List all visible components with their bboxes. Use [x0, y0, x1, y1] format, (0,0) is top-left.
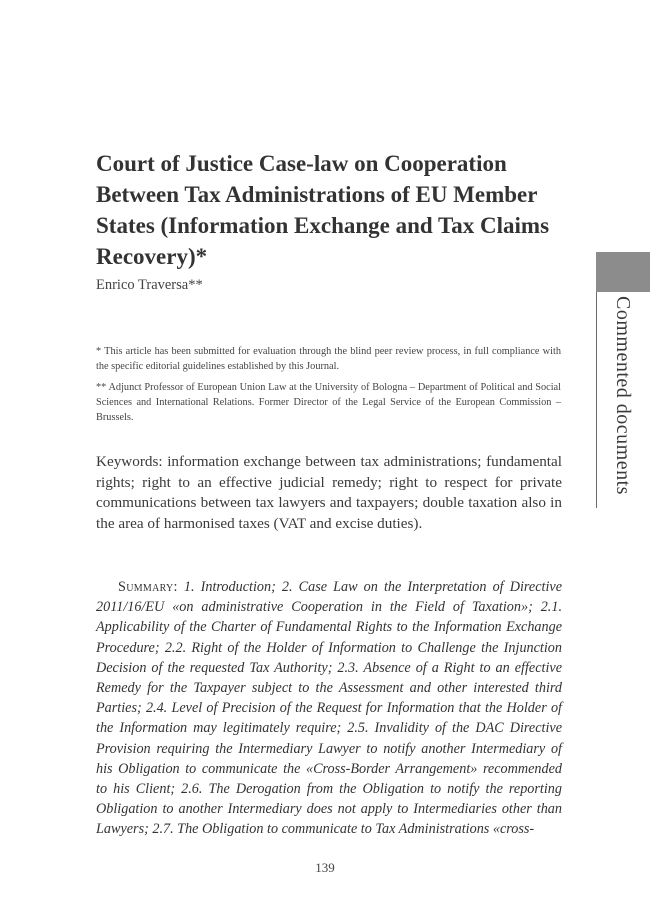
- summary: [96, 577, 562, 840]
- summary-label: Summary:: [118, 579, 178, 595]
- summary-text: 1. Introduction; 2. Case Law on the Interpretation of Directive 2011/16/EU «on administrative Cooperation in the Field of Taxation»; 2.1. Applicability of the Charter of Fundamental Rights to the Information Exchange Procedure; 2.2. Right of the Holder of Information to Challenge the Injunction Decision of the requested Tax Authority; 2.3. Absence of a Right to an effective Remedy for the Taxpayer subject to the Assessment and other interested third Parties; 2.4. Level of Precision of the Request for Information that the Holder of the Information may legitimately require; 2.5. Invalidity of the DAC Directive Provision requiring the Intermediary Lawyer to notify another Intermediary of his Obligation to communicate the «Cross-Border Arrangement» recommended to his Client; 2.6. The Derogation from the Obligation to notify the reporting Obligation to another Intermediary does not apply to Intermediaries other than Lawyers; 2.7. The Obligation to communicate to Tax Administrations «cross-: [96, 579, 562, 838]
- article-title: Court of Justice Case-law on Cooperation Between Tax Administrations of EU Member States (Information Exchange and Tax Claims Recovery)*: [96, 151, 550, 269]
- author-name: Enrico Traversa**: [96, 277, 203, 293]
- keywords: Keywords: information exchange between tax administrations; fundamental rights; right to an effective judicial remedy; right to respect for private communications between tax lawyers and taxpayers; double taxation also in the area of harmonised taxes (VAT and excise duties).: [96, 453, 562, 532]
- footnotes: [96, 344, 561, 431]
- footnote-review: * This article has been submitted for evaluation through the blind peer review process, in full compliance with the specific editorial guidelines established by this Journal.: [96, 346, 561, 372]
- footnote-author: ** Adjunct Professor of European Union Law at the University of Bologna – Department of Political and Social Sciences and International Relations. Former Director of the Legal Service of the European Commission – Brussels.: [96, 382, 561, 423]
- section-tab-marker: [596, 252, 650, 292]
- page-number: 139: [315, 860, 335, 875]
- section-tab-rule: [596, 292, 597, 508]
- section-tab-label: Commented documents: [612, 296, 634, 495]
